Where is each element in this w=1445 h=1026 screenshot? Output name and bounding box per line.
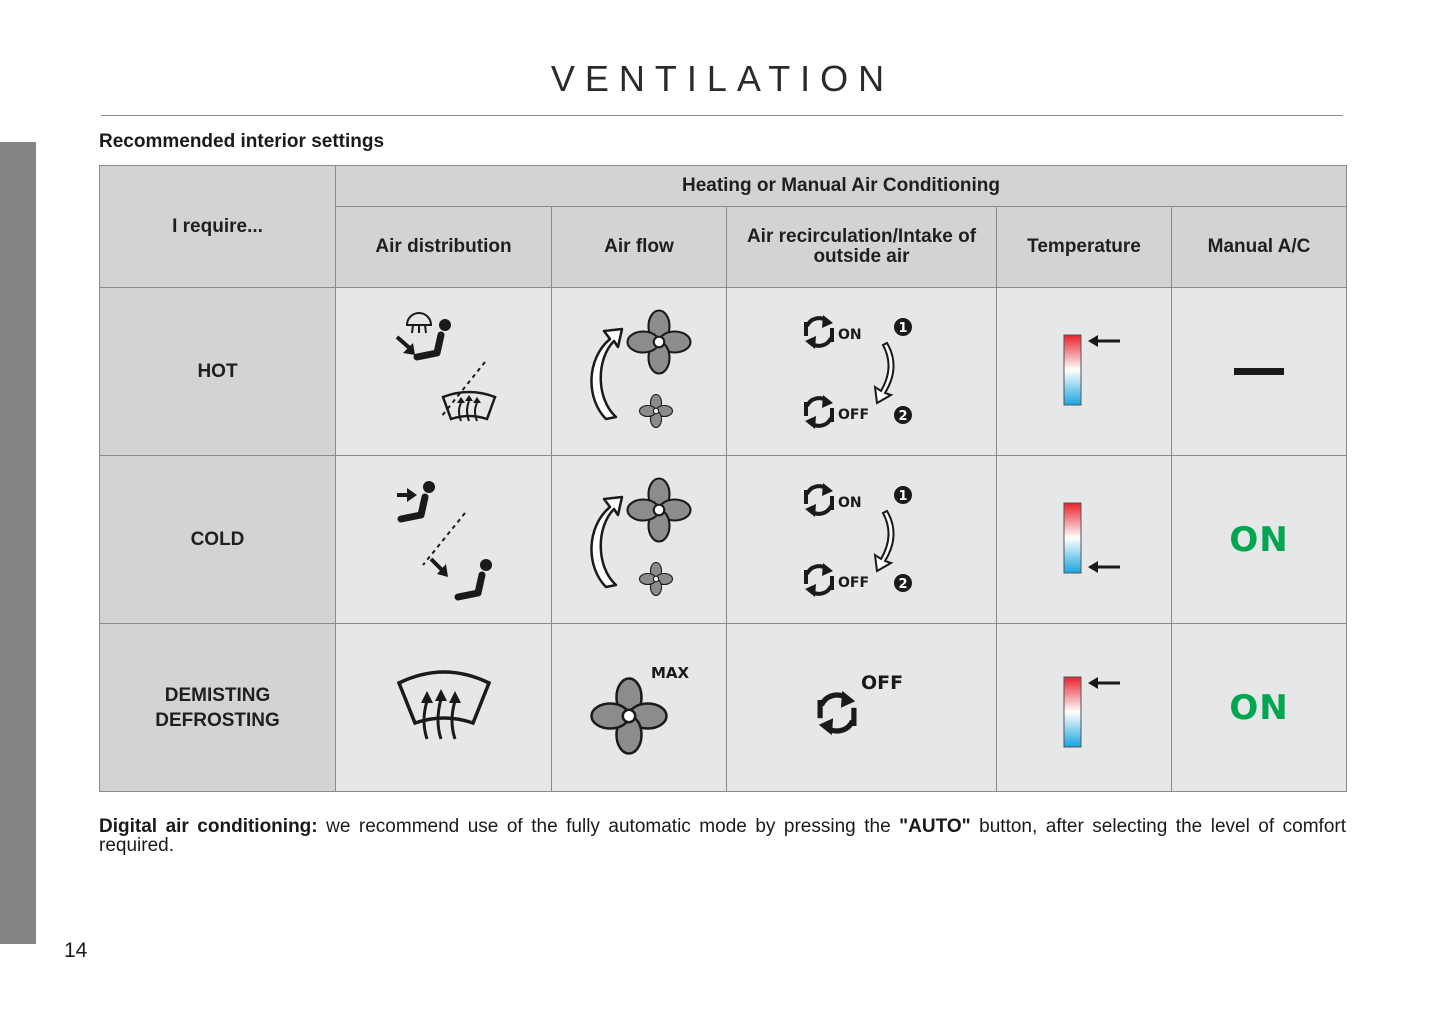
footnote-text-after: button, after selecting the level of comfort required. [99,816,1346,856]
manual-ac-cell [1172,624,1347,792]
recirculation-cell [727,288,997,456]
windscreen-demist-icon [389,663,499,753]
manual-ac-dash [1234,368,1284,375]
recirc-off-label: OFF [837,406,869,423]
step-1-badge: 1 [897,320,908,336]
recirc-on-label: ON [837,494,862,511]
recirculation-sequence-icon [787,307,937,437]
step-1-badge: 1 [897,488,908,504]
row-label-cold: COLD [100,456,336,624]
table-row-hot [100,288,1347,456]
step-2-badge: 2 [897,576,908,592]
group-header: Heating or Manual Air Conditioning [336,166,1347,207]
page-number: 14 [64,939,88,962]
page-title: VENTILATION [550,58,895,99]
manual-ac-on: ON [1229,687,1289,728]
recirc-off-label: OFF [837,574,869,591]
table-row-cold [100,456,1347,624]
fan-max-icon [579,658,699,758]
row-label-line-2: DEFROSTING [155,709,280,731]
feet-and-windscreen-distribution-icon [369,307,519,437]
footnote [99,817,1346,855]
temperature-hot-icon [1044,663,1124,753]
footnote-text-before: we recommend use of the fully automatic mode by pressing the [317,816,900,837]
step-2-badge: 2 [897,408,908,424]
manual-ac-on: ON [1229,519,1289,560]
row-label-demisting [100,624,336,792]
air-flow-cell [552,288,727,456]
title-divider [101,115,1343,116]
temperature-cell [997,288,1172,456]
recirculation-sequence-icon [787,475,937,605]
column-header-manual-ac: Manual A/C [1172,207,1347,288]
air-distribution-cell [336,456,552,624]
column-header-temperature: Temperature [997,207,1172,288]
air-distribution-cell [336,624,552,792]
column-header-air-flow: Air flow [552,207,727,288]
column-header-recirculation-text: Air recirculation/Intake of outside air [746,226,977,267]
footnote-lead: Digital air conditioning: [99,816,318,837]
section-title: Recommended interior settings [99,131,385,152]
chapter-side-tab [0,142,36,944]
fan-max-label: MAX [651,663,690,682]
air-flow-cell [552,456,727,624]
face-and-feet-distribution-icon [369,475,519,605]
temperature-cell [997,456,1172,624]
recirc-off-label: OFF [860,671,903,694]
temperature-cold-icon [1044,495,1124,585]
air-distribution-cell [336,288,552,456]
temperature-cell [997,624,1172,792]
row-label-hot: HOT [100,288,336,456]
recirc-on-label: ON [837,326,862,343]
temperature-hot-icon [1044,327,1124,417]
manual-ac-cell [1172,288,1347,456]
recirculation-cell [727,456,997,624]
column-header-air-distribution: Air distribution [336,207,552,288]
corner-header: I require... [100,166,336,288]
fan-increase-icon [574,475,704,605]
air-flow-cell [552,624,727,792]
manual-ac-cell [1172,456,1347,624]
fan-increase-icon [574,307,704,437]
recirculation-cell [727,624,997,792]
recirculation-off-icon [797,663,927,753]
footnote-button-name: "AUTO" [899,816,971,837]
column-header-recirculation [727,207,997,288]
table-row-demisting [100,624,1347,792]
row-label-line-1: DEMISTING [164,684,271,706]
recommended-settings-table [99,165,1347,792]
